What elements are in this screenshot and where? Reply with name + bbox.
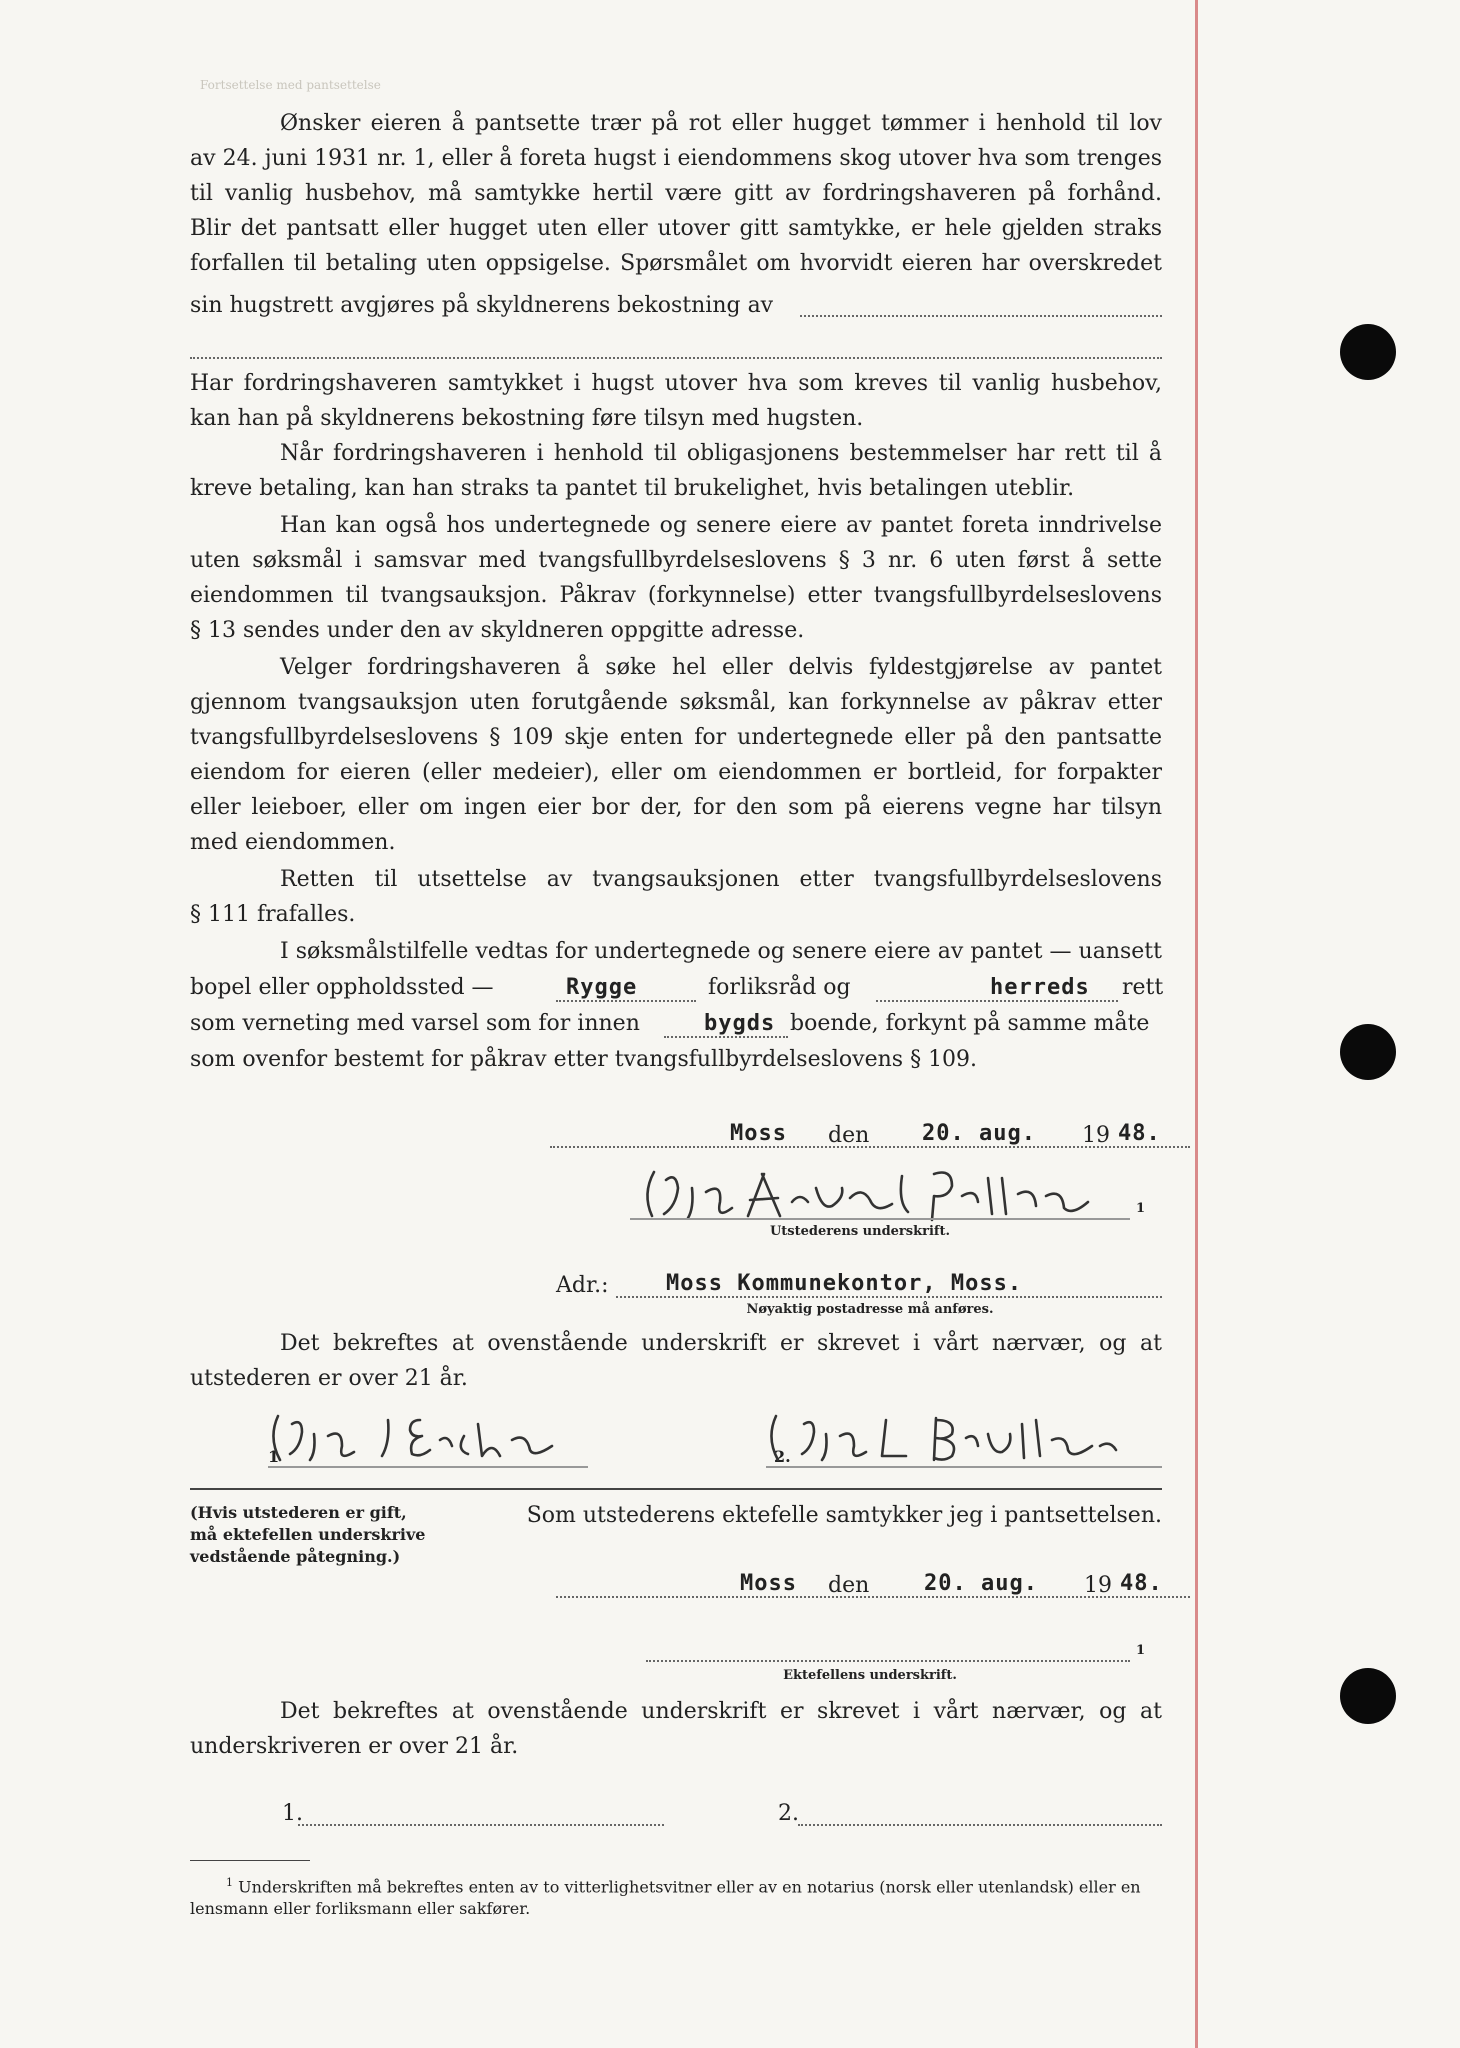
punch-hole-middle <box>1340 1024 1396 1080</box>
paragraph-4-line-1: Han kan også hos undertegnede og senere eiere av pantet foreta inndrivelse <box>280 513 1162 538</box>
date1-place: Moss <box>730 1121 787 1146</box>
issuer-footnote-mark: 1 <box>1136 1201 1146 1216</box>
paragraph-6-line-1: Retten til utsettelse av tvangsauksjonen etter tvangsfullbyrdelseslovens <box>280 867 1162 892</box>
paragraph-5-line-2: gjennom tvangsauksjon uten forutgående søksmål, kan forkynnelse av påkrav etter <box>190 690 1162 715</box>
paragraph-4-line-2: uten søksmål i samsvar med tvangsfullbyrdelseslovens § 3 nr. 6 uten først å sette <box>190 548 1162 573</box>
witness2-line-sig-2 <box>798 1824 1162 1826</box>
paragraph-1-line-3: til vanlig husbehov, må samtykke hertil være gitt av fordringshaveren på forhånd. <box>190 181 1162 206</box>
paragraph-1-line-6: sin hugstrett avgjøres på skyldnerens bekostning av <box>190 293 774 318</box>
footnote-mark: 1 <box>226 1876 233 1889</box>
paragraph-5-line-1: Velger fordringshaveren å søke hel eller delvis fyldestgjørelse av pantet <box>280 655 1162 680</box>
date1-den: den <box>828 1123 870 1148</box>
spouse-consent: Som utstederens ektefelle samtykker jeg i pantsettelsen. <box>526 1503 1162 1528</box>
witness1-line-1: Det bekreftes at ovenstående underskrift er skrevet i vårt nærvær, og at <box>280 1331 1162 1356</box>
paragraph-5-line-6: med eiendommen. <box>190 830 396 855</box>
paragraph-7-line-2-mid: forliksråd og <box>708 975 851 1000</box>
paragraph-2-line-2: kan han på skyldnerens bekostning føre tilsyn med hugsten. <box>190 406 864 431</box>
address-caption: Nøyaktig postadresse må anføres. <box>746 1302 994 1317</box>
paragraph-5-line-5: eller leieboer, eller om ingen eier bor der, for den som på eierens vegne har tilsyn <box>190 795 1162 820</box>
footnote-text: Underskriften må bekreftes enten av to vitterlighetsvitner eller av en notarius (norsk eller utenlandsk) eller en lensmann eller forliksmann eller sakfører. <box>190 1877 1141 1919</box>
paragraph-5-line-3: tvangsfullbyrdelseslovens § 109 skje enten for undertegnede eller på den pantsatte <box>190 725 1162 750</box>
spouse-footnote-mark: 1 <box>1136 1643 1146 1658</box>
spouse-note-line-3: vedstående påtegning.) <box>190 1547 401 1566</box>
date2-date: 20. aug. <box>924 1571 1038 1596</box>
paragraph-1-line-5: forfallen til betaling uten oppsigelse. Spørsmålet om hvorvidt eieren har overskredet <box>190 251 1162 276</box>
faint-header: Fortsettelse med pantsettelse <box>200 78 381 92</box>
spouse-note-line-2: må ektefellen underskrive <box>190 1525 426 1544</box>
paragraph-4-line-3: eiendommen til tvangsauksjon. Påkrav (forkynnelse) etter tvangsfullbyrdelseslovens <box>190 583 1162 608</box>
footnote-rule <box>190 1860 310 1861</box>
paragraph-1-line-2: av 24. juni 1931 nr. 1, eller å foreta hugst i eiendommens skog utover hva som trenges <box>190 146 1162 171</box>
innen-value: bygds <box>704 1011 776 1036</box>
footnote <box>190 1872 1162 1920</box>
issuer-signature-line <box>630 1218 1130 1220</box>
paragraph-5-line-4: eiendom for eieren (eller medeier), eller om eiendommen er bortleid, for forpakter <box>190 760 1162 785</box>
witness2-number-2: 2. <box>778 1801 799 1826</box>
witness1-line-sig-2 <box>766 1466 1162 1468</box>
witness2-line-2: underskriveren er over 21 år. <box>190 1734 519 1759</box>
witness1-number-2: 2. <box>774 1447 791 1466</box>
address-label: Adr.: <box>556 1273 609 1298</box>
witness1-line-2: utstederen er over 21 år. <box>190 1366 468 1391</box>
punch-hole-bottom <box>1340 1668 1396 1724</box>
paragraph-7-line-3-start: som verneting med varsel som for innen <box>190 1011 640 1036</box>
date2-place: Moss <box>740 1571 797 1596</box>
paragraph-3-line-2: kreve betaling, kan han straks ta pantet til brukelighet, hvis betalingen uteblir. <box>190 476 1075 501</box>
paragraph-6-line-2: § 111 frafalles. <box>190 902 356 927</box>
date1-year: 48. <box>1118 1121 1161 1146</box>
spouse-caption: Ektefellens underskrift. <box>783 1668 957 1683</box>
paragraph-7-line-1: I søksmålstilfelle vedtas for undertegnede og senere eiere av pantet — uansett <box>280 939 1162 964</box>
witness1-signature-1 <box>270 1406 600 1466</box>
rett-value: herreds <box>990 975 1090 1000</box>
issuer-signature <box>636 1158 1116 1226</box>
witness1-number-1: 1 <box>268 1447 280 1466</box>
witness2-number-1: 1. <box>282 1801 303 1826</box>
date2-year-prefix: 19 <box>1084 1573 1112 1598</box>
hugstrett-fill-line <box>800 315 1162 317</box>
paragraph-2-line-1: Har fordringshaveren samtykket i hugst utover hva som kreves til vanlig husbehov, <box>190 371 1162 396</box>
date2-den: den <box>828 1573 870 1598</box>
date1-year-prefix: 19 <box>1082 1123 1110 1148</box>
witness1-line-sig-1 <box>268 1466 588 1468</box>
paragraph-3-line-1: Når fordringshaveren i henhold til obligasjonens bestemmelser har rett til å <box>280 441 1162 466</box>
date2-year: 48. <box>1120 1571 1163 1596</box>
spouse-note-line-1: (Hvis utstederen er gift, <box>190 1503 407 1522</box>
spouse-signature-line <box>646 1660 1130 1662</box>
paragraph-7-line-2-end: rett <box>1122 975 1164 1000</box>
paragraph-1-line-4: Blir det pantsatt eller hugget uten eller utover gitt samtykke, er hele gjelden straks <box>190 216 1162 241</box>
issuer-caption: Utstederens underskrift. <box>769 1224 951 1239</box>
witness2-line-sig-1 <box>298 1824 664 1826</box>
paragraph-7-line-3-end: boende, forkynt på samme måte <box>790 1011 1150 1036</box>
address-value: Moss Kommunekontor, Moss. <box>666 1271 1023 1296</box>
witness2-line-1: Det bekreftes at ovenstående underskrift er skrevet i vårt nærvær, og at <box>280 1699 1162 1724</box>
punch-hole-top <box>1340 324 1396 380</box>
paragraph-7-line-4: som ovenfor bestemt for påkrav etter tvangsfullbyrdelseslovens § 109. <box>190 1047 978 1072</box>
hugstrett-fill-line-2 <box>190 357 1162 359</box>
section-divider <box>190 1488 1162 1490</box>
paragraph-7-line-2-start: bopel eller oppholdssted — <box>190 975 494 1000</box>
forliksrad-value: Rygge <box>566 975 638 1000</box>
paragraph-4-line-4: § 13 sendes under den av skyldneren oppgitte adresse. <box>190 618 805 643</box>
witness1-signature-2 <box>766 1406 1146 1466</box>
margin-rule <box>1195 0 1198 2048</box>
date1-date: 20. aug. <box>922 1121 1036 1146</box>
paragraph-1-line-1: Ønsker eieren å pantsette trær på rot eller hugget tømmer i henhold til lov <box>280 111 1162 136</box>
